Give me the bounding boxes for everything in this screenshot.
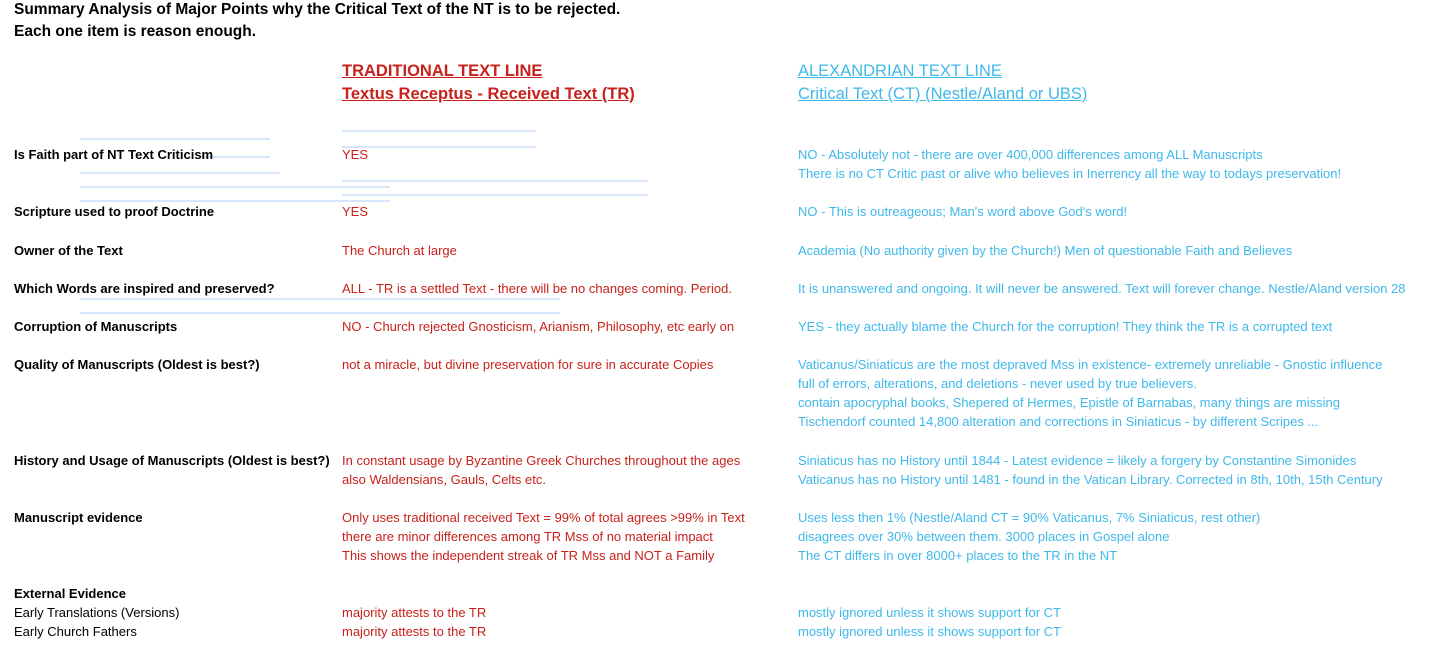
- row-label-owner: Owner of the Text: [14, 243, 123, 258]
- tr-value-fathers: majority attests to the TR: [342, 624, 487, 639]
- alexandrian-header-line2: Critical Text (CT) (Nestle/Aland or UBS): [798, 85, 1088, 103]
- ct-value-evidence-3: The CT differs in over 8000+ places to the TR in the NT: [798, 548, 1118, 563]
- ghost-artifact: [80, 298, 560, 300]
- row-label-faith: Is Faith part of NT Text Criticism: [14, 147, 214, 162]
- ghost-artifact: [342, 146, 536, 148]
- ghost-artifact: [342, 180, 648, 182]
- tr-value-faith: YES: [342, 147, 369, 162]
- ct-value-scripture: NO - This is outreageous; Man's word above God's word!: [798, 204, 1128, 219]
- ct-value-words: It is unanswered and ongoing. It will never be answered. Text will forever change. Nestle/Aland version 28: [798, 281, 1406, 296]
- ct-value-history-2: Vaticanus has no History until 1481 - found in the Vatican Library. Corrected in 8th, 10th, 15th Century: [798, 472, 1383, 487]
- ct-value-faith-2: There is no CT Critic past or alive who believes in Inerrency all the way to todays preservation!: [798, 166, 1342, 181]
- tr-value-quality: not a miracle, but divine preservation for sure in accurate Copies: [342, 357, 714, 372]
- ghost-artifact: [80, 200, 390, 202]
- ct-value-fathers: mostly ignored unless it shows support for CT: [798, 624, 1061, 639]
- tr-value-scripture: YES: [342, 204, 369, 219]
- ct-value-evidence-1: Uses less then 1% (Nestle/Aland CT = 90% Vaticanus, 7% Siniaticus, rest other): [798, 510, 1261, 525]
- ct-value-history-1: Siniaticus has no History until 1844 - Latest evidence = likely a forgery by Constantine Simonides: [798, 453, 1357, 468]
- row-label-fathers: Early Church Fathers: [14, 624, 137, 639]
- row-label-words: Which Words are inspired and preserved?: [14, 281, 275, 296]
- ct-value-evidence-2: disagrees over 30% between them. 3000 places in Gospel alone: [798, 529, 1170, 544]
- ghost-artifact: [342, 194, 648, 196]
- ghost-artifact: [80, 172, 280, 174]
- page-title: Summary Analysis of Major Points why the Critical Text of the NT is to be rejected.: [14, 1, 621, 18]
- ct-value-translations: mostly ignored unless it shows support for CT: [798, 605, 1061, 620]
- ghost-artifact: [80, 186, 390, 188]
- ghost-artifact: [80, 138, 270, 140]
- row-label-scripture: Scripture used to proof Doctrine: [14, 204, 215, 219]
- row-label-translations: Early Translations (Versions): [14, 605, 180, 620]
- row-label-history: History and Usage of Manuscripts (Oldest is best?): [14, 453, 330, 468]
- tr-value-evidence-2: there are minor differences among TR Mss of no material impact: [342, 529, 713, 544]
- ct-value-quality-1: Vaticanus/Siniaticus are the most depraved Mss in existence- extremely unreliable - Gnostic influence: [798, 357, 1383, 372]
- tr-value-evidence-3: This shows the independent streak of TR Mss and NOT a Family: [342, 548, 715, 563]
- tr-value-history-2: also Waldensians, Gauls, Celts etc.: [342, 472, 546, 487]
- ct-value-quality-3: contain apocryphal books, Shepered of Hermes, Epistle of Barnabas, many things are missing: [798, 395, 1340, 410]
- row-label-external: External Evidence: [14, 586, 126, 601]
- tr-value-evidence-1: Only uses traditional received Text = 99% of total agrees >99% in Text: [342, 510, 745, 525]
- row-label-corruption: Corruption of Manuscripts: [14, 319, 178, 334]
- ct-value-faith-1: NO - Absolutely not - there are over 400,000 differences among ALL Manuscripts: [798, 147, 1263, 162]
- ct-value-owner: Academia (No authority given by the Church!) Men of questionable Faith and Believes: [798, 243, 1293, 258]
- tr-value-corruption: NO - Church rejected Gnosticism, Arianism, Philosophy, etc early on: [342, 319, 735, 334]
- row-label-quality: Quality of Manuscripts (Oldest is best?): [14, 357, 260, 372]
- ct-value-quality-2: full of errors, alterations, and deletions - never used by true believers.: [798, 376, 1197, 391]
- traditional-header-line1: TRADITIONAL TEXT LINE: [342, 62, 543, 80]
- alexandrian-header-line1: ALEXANDRIAN TEXT LINE: [798, 62, 1002, 80]
- row-label-evidence: Manuscript evidence: [14, 510, 143, 525]
- tr-value-words: ALL - TR is a settled Text - there will be no changes coming. Period.: [342, 281, 732, 296]
- ghost-artifact: [80, 312, 560, 314]
- ct-value-quality-4: Tischendorf counted 14,800 alteration and corrections in Siniaticus - by different Scripes ...: [798, 414, 1319, 429]
- tr-value-translations: majority attests to the TR: [342, 605, 487, 620]
- tr-value-owner: The Church at large: [342, 243, 457, 258]
- page-subtitle: Each one item is reason enough.: [14, 23, 257, 40]
- traditional-header-line2: Textus Receptus - Received Text (TR): [342, 85, 635, 103]
- tr-value-history-1: In constant usage by Byzantine Greek Churches throughout the ages: [342, 453, 741, 468]
- ct-value-corruption: YES - they actually blame the Church for the corruption! They think the TR is a corrupted text: [798, 319, 1333, 334]
- ghost-artifact: [342, 130, 536, 132]
